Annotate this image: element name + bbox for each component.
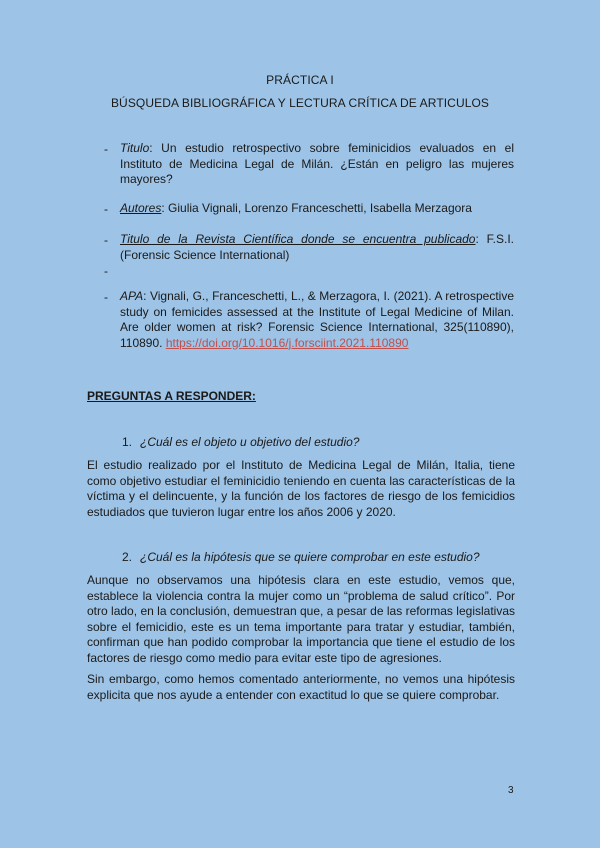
apa-text: : Vignali, G., Franceschetti, L., & Merzagora, I. (2021). A retrospective study on femicides assessed at the Institute of Legal Medicine of Milan. Are older women at risk? Forensic Science International, 325(110890), 110890. (120, 289, 514, 350)
question-text: ¿Cuál es el objeto u objetivo del estudio? (140, 435, 360, 449)
bullet-dash-empty: - (104, 264, 108, 278)
question-text: ¿Cuál es la hipótesis que se quiere comprobar en este estudio? (140, 550, 480, 564)
doi-link[interactable]: https://doi.org/10.1016/j.forsciint.2021.110890 (165, 335, 409, 350)
titulo-label: Titulo (120, 141, 150, 155)
page-number: 3 (508, 785, 514, 796)
question-1 (122, 435, 359, 449)
bullet-dash: - (104, 290, 108, 304)
autores-text: : Giulia Vignali, Lorenzo Franceschetti, Isabella Merzagora (161, 201, 472, 215)
bullet-dash: - (104, 142, 108, 156)
page-title: PRÁCTICA I (266, 73, 334, 87)
titulo-text: : Un estudio retrospectivo sobre feminicidios evaluados en el Instituto de Medicina Legal de Milán. ¿Están en peligro las mujeres mayores? (120, 141, 514, 186)
question-number: 2. (122, 550, 133, 564)
apa-label: APA (120, 289, 144, 303)
answer-2: Aunque no observamos una hipótesis clara en este estudio, vemos que, establece la violencia contra la mujer como un “problema de salud crítico”. Por otro lado, en la conclusión, demuestran que, a pesar de las reformas legislativas sobre el femicidio, este es un tema importante para tratar y estudiar, también, confirman que han podido comprobar la importancia que tiene el estudio de los factores de riesgo como medio para evitar este tipo de agresiones. (87, 573, 515, 665)
section-heading: PREGUNTAS A RESPONDER: (87, 389, 256, 403)
answer-2-continued: Sin embargo, como hemos comentado anteriormente, no vemos una hipótesis explicita que nos ayude a entender con exactitud lo que se quiere comprobar. (87, 672, 515, 702)
revista-label: Titulo de la Revista Científica donde se encuentra publicado (120, 232, 476, 246)
page-subtitle: BÚSQUEDA BIBLIOGRÁFICA Y LECTURA CRÍTICA DE ARTICULOS (110, 96, 490, 110)
question-number: 1. (122, 435, 133, 449)
bullet-dash: - (104, 202, 108, 216)
autores-label: Autores (120, 201, 162, 215)
question-2 (122, 550, 480, 564)
revista-text: : F.S.I. (Forensic Science International) (120, 232, 514, 262)
bullet-dash: - (104, 233, 108, 247)
answer-1: El estudio realizado por el Instituto de Medicina Legal de Milán, Italia, tiene como objetivo estudiar el feminicidio teniendo en cuenta las características de la víctima y el delincuente, y la función de los factores de riesgo de los femicidios estudiados que tuvieron lugar entre los años 2006 y 2020. (87, 458, 515, 519)
